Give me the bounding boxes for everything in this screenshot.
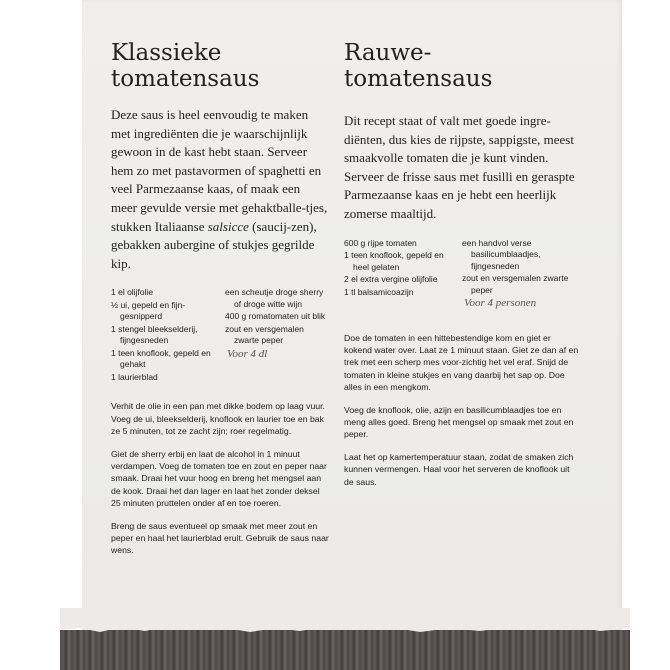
recipe-yield: Voor 4 dl (227, 347, 268, 360)
method-paragraph: Verhit de olie in een pan met dikke bodem op laag vuur. Voeg de ui, bleekselderij, knoflook en laurier toe en bak ze 5 minuten, tot ze zacht zijn; roer regelmatig. (111, 401, 325, 437)
recipe-intro: Deze saus is heel eenvoudig te maken met ingrediënten die je waarschijnlijk gewoon in de kast hebt staan. Serveer hem zo met pastavormen of spaghetti en veel Parmezaanse kaas, of maak een meer gevulde versie met gehaktballe-tjes, stukken Italiaanse salsicce (saucij-zen), gebakken aubergine of stukjes gegrilde kip. (111, 107, 328, 271)
ingredient-item: zout en versgemalen zwarte peper (462, 273, 569, 295)
ingredients-column-1 (111, 287, 225, 384)
ingredient-item: een scheutje droge sherry of droge witte wijn (225, 287, 324, 309)
ingredient-item: ½ ui, gepeld en fijn-gesnipperd (111, 299, 186, 322)
method-paragraph: Giet de sherry erbij en laat de alcohol in 1 minuut verdampen. Voeg de tomaten toe en zout en peper naar smaak. Draai het vuur hoog en breng het mengsel aan de kook. Draai het dan lager en laat het zonder deksel 25 minuten pruttelen onder af en toe roeren. (111, 448, 327, 509)
ingredients-column-2 (225, 287, 329, 347)
method-paragraph: Doe de tomaten in een hittebestendige kom en giet er kokend water over. Laat ze 1 minuut staan. Giet ze dan af en trek met een scherp mes voor-zichtig het vel eraf. Snijd de tomaten in kleine stukjes en vang daarbij het sap op. Doe alles in een mengkom. (344, 332, 579, 393)
recipe-rauwe-tomatensaus (344, 40, 579, 498)
recipe-method (111, 400, 329, 556)
ingredients-column-2-wrap (462, 238, 574, 310)
method-paragraph: Breng de saus eventueel op smaak met meer zout en peper en haal het laurierblad eruit. Gebruik de saus naar wens. (111, 520, 329, 556)
torn-paper-edge (60, 608, 630, 640)
recipe-intro: Dit recept staat of valt met goede ingre-diënten, dus kies de rijpste, sappigste, meest smaakvolle tomaten die je kunt vinden. Serveer de frisse saus met fusilli en geraspte Parmezaanse kaas en je hebt een heerlijk zomerse maaltijd. (344, 113, 575, 221)
recipe-title: Klassieke tomatensaus (111, 40, 260, 92)
ingredients-list (111, 287, 329, 384)
ingredients-column-2-wrap (225, 287, 329, 384)
method-paragraph: Voeg de knoflook, olie, azijn en basilicumblaadjes toe en meng alles goed. Breng het mengsel op smaak met zout en peper. (344, 404, 574, 440)
ingredient-item: 1 stengel bleekselderij, fijngesneden (111, 323, 198, 346)
ingredient-item: 1 teen knoflook, gepeld en gehakt (111, 347, 211, 370)
recipe-method (344, 332, 579, 488)
ingredient-item: 2 el extra vergine olijfolie (344, 274, 438, 285)
ingredient-item: 600 g rijpe tomaten (344, 237, 417, 248)
ingredient-item: zout en versgemalen zwarte peper (225, 323, 304, 346)
ingredients-list (344, 238, 579, 310)
ingredient-item: 1 tl balsamicoazijn (344, 286, 414, 297)
ingredient-item: 400 g romatomaten uit blik (225, 311, 326, 322)
ingredient-item: 1 laurierblad (111, 371, 158, 382)
ingredients-column-2 (462, 238, 574, 297)
ingredient-item: 1 el olijfolie (111, 287, 154, 298)
recipe-title: Rauwe-tomatensaus (344, 40, 493, 92)
recipe-klassieke-tomatensaus (111, 40, 329, 567)
recipe-yield: Voor 4 personen (464, 297, 537, 310)
ingredients-column-1 (344, 238, 462, 310)
ingredient-item: een handvol verse basilicumblaadjes, fijngesneden (462, 237, 541, 271)
emphasis-word: salsicce (207, 218, 249, 234)
ingredient-item: 1 teen knoflook, gepeld en heel gelaten (344, 250, 444, 272)
method-paragraph: Laat het op kamertemperatuur staan, zodat de smaken zich kunnen vermengen. Haal voor het serveren de knoflook uit de saus. (344, 451, 574, 487)
